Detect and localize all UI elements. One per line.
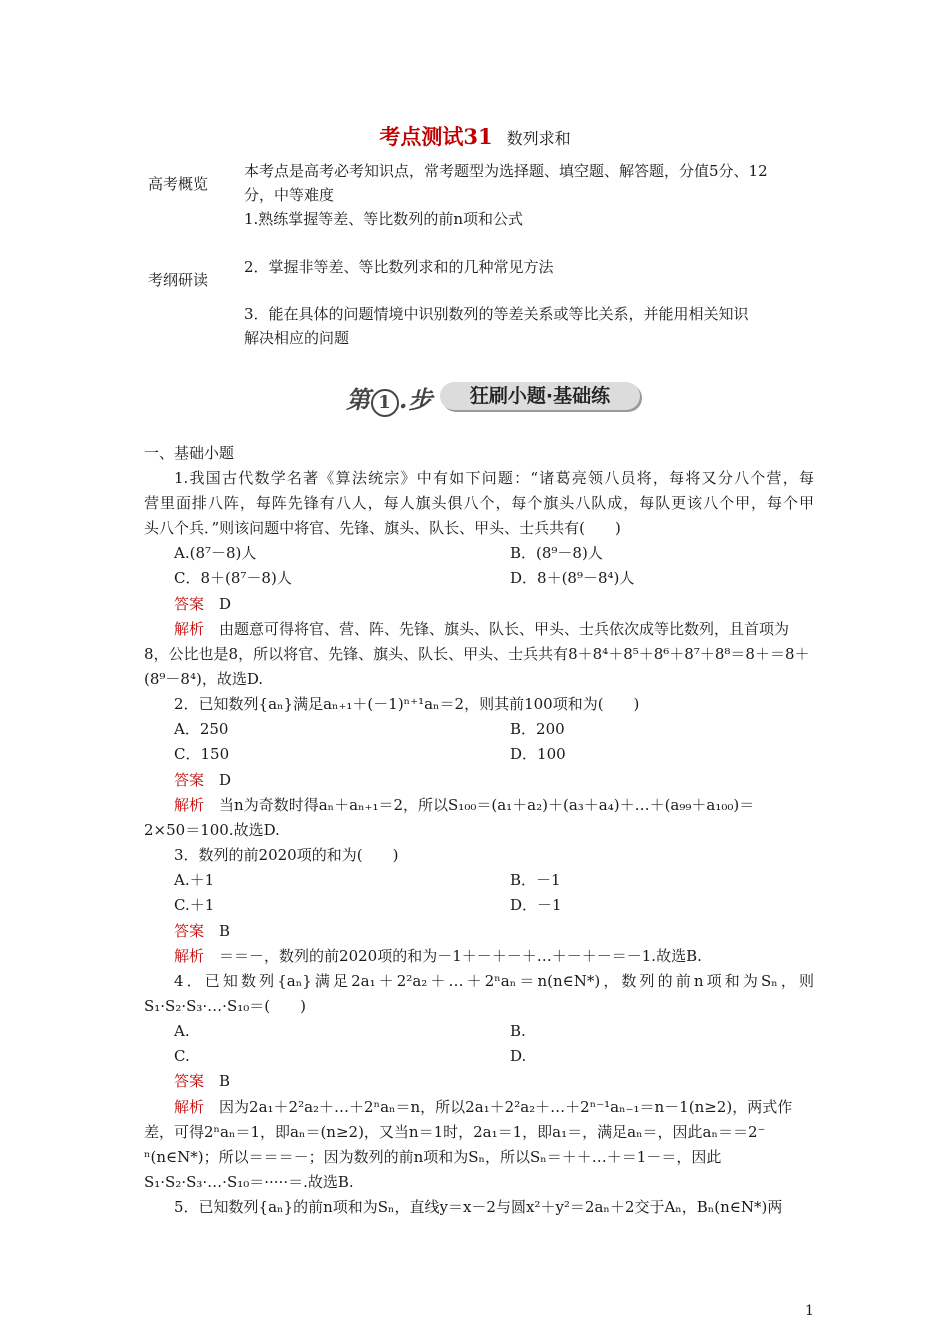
q1-analysis-1: 解析 由题意可得将官、营、阵、先锋、旗头、队长、甲头、士兵依次成等比数列，且首项为 [174,620,790,638]
q2-option-c: C．150 [174,745,230,763]
q3-option-d: D．－1 [510,896,562,914]
syllabus-item-3-cont: 解决相应的问题 [244,329,350,347]
q3-stem: 3．数列的前2020项的和为( ) [174,846,399,864]
q3-option-a: A.＋1 [174,871,215,889]
q4-option-d: D. [510,1047,527,1065]
q3-answer [174,919,230,943]
q4-option-c: C. [174,1047,190,1065]
page-number: 1 [805,1303,814,1319]
q1-option-a: A.(8⁷－8)人 [174,544,257,562]
q4-option-a: A. [174,1022,190,1040]
analysis-label: 解析 [174,796,205,814]
q4-answer [174,1069,230,1093]
q4-analysis-3: ⁿ(n∈N*)；所以＝＝＝－；因为数列的前n项和为Sₙ，所以Sₙ＝＋＋…＋＝1－＝，因此 [144,1148,722,1166]
q5-stem: 5．已知数列{aₙ}的前n项和为Sₙ，直线y＝x－2与圆x²＋y²＝2aₙ＋2交于Aₙ，Bₙ(n∈N*)两 [174,1198,783,1216]
q3-analysis-1: 解析 ＝＝－，数列的前2020项的和为－1＋－＋－＋…＋－＋－＝－1.故选B. [174,947,702,965]
q1-answer [174,592,231,616]
q1-stem-2: 营里面排八阵，每阵先锋有八人，每人旗头俱八个，每个旗头八队成，每队更该八个甲，每个甲 [144,494,814,512]
q4-option-b: B. [510,1022,526,1040]
syllabus-item-3: 3．能在具体的问题情境中识别数列的等差关系或等比关系，并能用相关知识 [244,305,749,323]
answer-value: B [219,922,231,940]
q1-stem-1: 1.我国古代数学名著《算法统宗》中有如下问题：“诸葛亮领八员将，每将又分八个营，每 [174,469,814,487]
answer-value: B [219,1072,231,1090]
step-number-circle: 1 [371,389,399,417]
q1-option-d: D．8＋(8⁹－8⁴)人 [510,569,635,587]
banner-pill: 狂刷小题·基础练 [440,382,640,410]
q2-option-d: D．100 [510,745,566,763]
answer-label: 答案 [174,1072,205,1090]
q1-option-c: C．8＋(8⁷－8)人 [174,569,292,587]
q3-option-c: C.＋1 [174,896,215,914]
analysis-label: 解析 [174,1098,205,1116]
q2-stem: 2．已知数列{aₙ}满足aₙ₊₁＋(－1)ⁿ⁺¹aₙ＝2，则其前100项和为( ) [174,695,640,713]
overview-line-2: 分，中等难度 [244,186,335,204]
title-sub: 数列求和 [506,129,571,148]
overview-label: 高考概览 [148,175,209,193]
answer-label: 答案 [174,771,205,789]
q4-stem-1: 4．已知数列{aₙ}满足2a₁＋2²a₂＋…＋2ⁿaₙ＝n(n∈N*)，数列的前n项和为Sₙ，则 [174,972,814,990]
analysis-label: 解析 [174,620,205,638]
step-banner [346,380,646,412]
analysis-label: 解析 [174,947,205,965]
q2-analysis-1: 解析 当n为奇数时得aₙ＋aₙ₊₁＝2，所以S₁₀₀＝(a₁＋a₂)＋(a₃＋a₄)＋…＋(a₉₉＋a₁₀₀)＝ [174,796,755,814]
title-main: 考点测试31 [379,124,493,149]
q2-answer [174,768,231,792]
q1-analysis-2: 8，公比也是8，所以将官、先锋、旗头、队长、甲头、士兵共有8＋8⁴＋8⁵＋8⁶＋8⁷＋8⁸＝8＋＝8＋ [144,645,810,663]
page-title [0,124,950,152]
step-label: 第 1 .步 [346,380,433,417]
answer-label: 答案 [174,595,205,613]
q2-option-b: B．200 [510,720,565,738]
q4-analysis-2: 差，可得2ⁿaₙ＝1，即aₙ＝(n≥2)，又当n＝1时，2a₁＝1，即a₁＝，满足aₙ＝，因此aₙ＝＝2⁻ [144,1123,766,1141]
q4-stem-2: S₁·S₂·S₃·…·S₁₀＝( ) [144,997,306,1015]
q3-option-b: B．－1 [510,871,561,889]
section-heading: 一、基础小题 [144,444,235,462]
q4-analysis-1: 解析 因为2a₁＋2²a₂＋…＋2ⁿaₙ＝n，所以2a₁＋2²a₂＋…＋2ⁿ⁻¹aₙ₋₁＝n－1(n≥2)，两式作 [174,1098,793,1116]
syllabus-item-2: 2．掌握非等差、等比数列求和的几种常见方法 [244,258,554,276]
q4-analysis-4: S₁·S₂·S₃·…·S₁₀＝·····＝.故选B. [144,1173,354,1191]
q2-option-a: A．250 [174,720,229,738]
q1-analysis-3: (8⁹－8⁴)，故选D. [144,670,264,688]
answer-value: D [219,595,232,613]
answer-label: 答案 [174,922,205,940]
q1-stem-3: 头八个兵．”则该问题中将官、先锋、旗头、队长、甲头、士兵共有( ) [144,519,621,537]
overview-line-1: 本考点是高考必考知识点，常考题型为选择题、填空题、解答题，分值5分、12 [244,162,768,180]
q2-analysis-2: 2×50＝100.故选D. [144,821,280,839]
syllabus-item-1: 1.熟练掌握等差、等比数列的前n项和公式 [244,210,523,228]
answer-value: D [219,771,232,789]
q1-option-b: B．(8⁹－8)人 [510,544,603,562]
syllabus-label: 考纲研读 [148,271,209,289]
